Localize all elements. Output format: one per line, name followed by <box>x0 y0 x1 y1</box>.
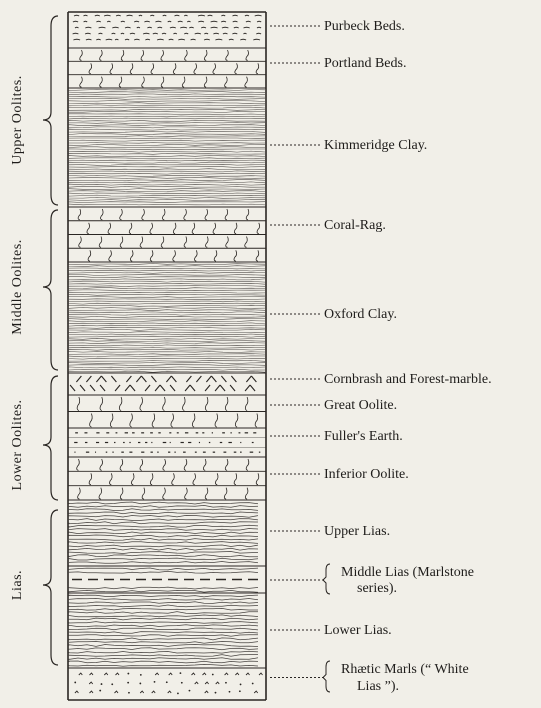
stratum-pattern <box>68 397 266 427</box>
stratum-label: Inferior Oolite. <box>324 467 409 482</box>
group-label: Upper Oolites. <box>10 75 26 165</box>
stratum-label: Oxford Clay. <box>324 307 397 322</box>
stratum-pattern <box>68 433 266 452</box>
stratum-label: Cornbrash and Forest-marble. <box>324 372 492 387</box>
stratum-pattern <box>74 672 262 694</box>
stratum-label: Lower Lias. <box>324 623 392 638</box>
stratum-pattern <box>69 502 258 563</box>
stratum-pattern <box>73 15 262 40</box>
group-brace <box>43 376 58 500</box>
group-label: Lower Oolites. <box>10 399 26 491</box>
stratum-pattern <box>69 90 265 205</box>
leader-lines <box>270 26 330 692</box>
stratum-label: Kimmeridge Clay. <box>324 138 428 153</box>
group-brace <box>43 16 58 205</box>
stratum-label: Lias ”). <box>357 679 399 694</box>
group-label: Middle Oolites. <box>10 239 26 335</box>
stratum-label: Great Oolite. <box>324 398 398 413</box>
stratum-label: Coral-Rag. <box>324 218 386 233</box>
label-brace <box>323 661 330 692</box>
stratum-label: series). <box>357 581 398 596</box>
stratum-label: Purbeck Beds. <box>324 19 405 34</box>
group-brace <box>43 510 58 665</box>
stratum-labels <box>324 19 492 694</box>
stratum-pattern <box>69 595 258 666</box>
stratum-label: Middle Lias (Marlstone <box>341 565 474 580</box>
stratum-label: Rhætic Marls (“ White <box>341 662 469 677</box>
group-brace <box>43 210 58 370</box>
stratum-pattern <box>69 264 265 373</box>
group-label: Lias. <box>10 569 26 601</box>
stratum-label: Portland Beds. <box>324 56 407 71</box>
stratum-pattern <box>68 459 266 499</box>
stratum-pattern <box>68 50 266 87</box>
stratum-label: Upper Lias. <box>324 524 391 539</box>
stratum-label: Fuller's Earth. <box>324 429 403 444</box>
group-braces <box>10 16 58 665</box>
label-brace <box>323 564 330 594</box>
stratum-pattern <box>70 376 256 391</box>
stratum-pattern <box>69 568 258 592</box>
stratum-pattern <box>68 209 266 261</box>
